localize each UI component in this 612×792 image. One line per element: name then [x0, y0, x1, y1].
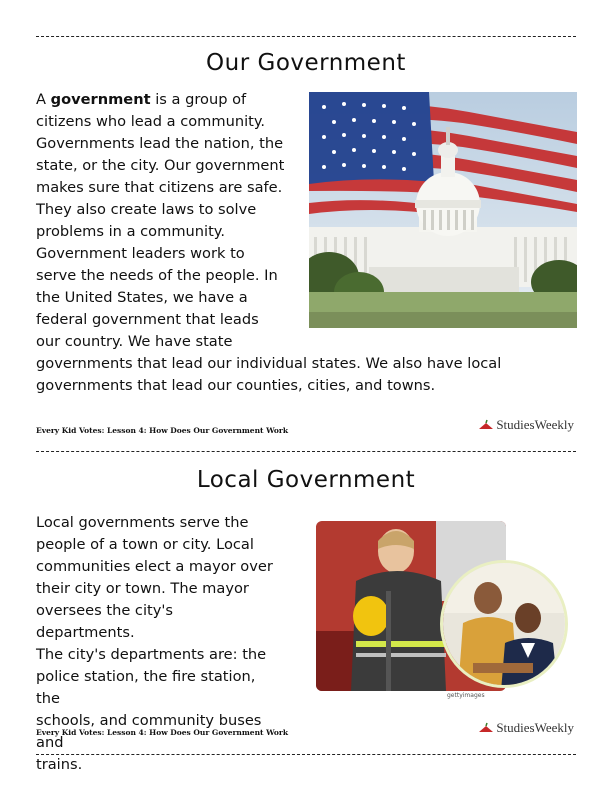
paragraph-line: oversees the city's departments. [36, 602, 173, 641]
paragraph-line: their city or town. The mayor [36, 580, 249, 597]
section2-title: Local Government [196, 467, 416, 493]
paragraph-line: governments that lead our counties, cities, and towns. [36, 377, 436, 394]
keyword-government: government [50, 91, 151, 108]
paragraph-line: people of a town or city. Local [36, 536, 254, 553]
apple-book-icon [478, 419, 494, 431]
paragraph-line: schools, and community buses and [36, 712, 262, 751]
paragraph-line: makes sure that citizens are safe. [36, 179, 283, 196]
section1-footer: Every Kid Votes: Lesson 4: How Does Our Government Work [36, 426, 289, 435]
section1-title: Our Government [206, 50, 406, 76]
paragraph-line: They also create laws to solve [36, 201, 257, 218]
paragraph-line: police station, the fire station, the [36, 668, 256, 707]
paragraph-line: our country. We have state [36, 333, 233, 350]
section2-footer: Every Kid Votes: Lesson 4: How Does Our Government Work [36, 728, 289, 737]
paragraph-line: problems in a community. [36, 223, 226, 240]
paragraph-line: citizens who lead a community. [36, 113, 266, 130]
paragraph-line: serve the needs of the people. In [36, 267, 278, 284]
paragraph-line: the United States, we have a [36, 289, 248, 306]
getty-images-credit: gettyimages [447, 692, 485, 699]
apple-book-icon [478, 722, 494, 734]
studies-weekly-logo-2: StudiesWeekly [478, 720, 574, 736]
paragraph-line: federal government that leads [36, 311, 259, 328]
paragraph-line: Government leaders work to [36, 245, 245, 262]
teacher-student-image [440, 560, 568, 688]
paragraph-line: Local governments serve the [36, 514, 249, 531]
paragraph-line: governments that lead our individual states. We also have local [36, 355, 502, 372]
dashed-divider-top [36, 36, 576, 37]
paragraph-line: state, or the city. Our government [36, 157, 285, 174]
dashed-divider-middle [36, 451, 576, 452]
dashed-divider-bottom [36, 754, 576, 755]
paragraph-line: The city's departments are: the [36, 646, 267, 663]
paragraph-line: communities elect a mayor over [36, 558, 273, 575]
capitol-flag-image [309, 92, 577, 328]
paragraph-line-1: A government is a group of [36, 91, 247, 108]
studies-weekly-logo-1: StudiesWeekly [478, 417, 574, 433]
paragraph-line: Governments lead the nation, the [36, 135, 284, 152]
paragraph-line: trains. [36, 756, 83, 773]
